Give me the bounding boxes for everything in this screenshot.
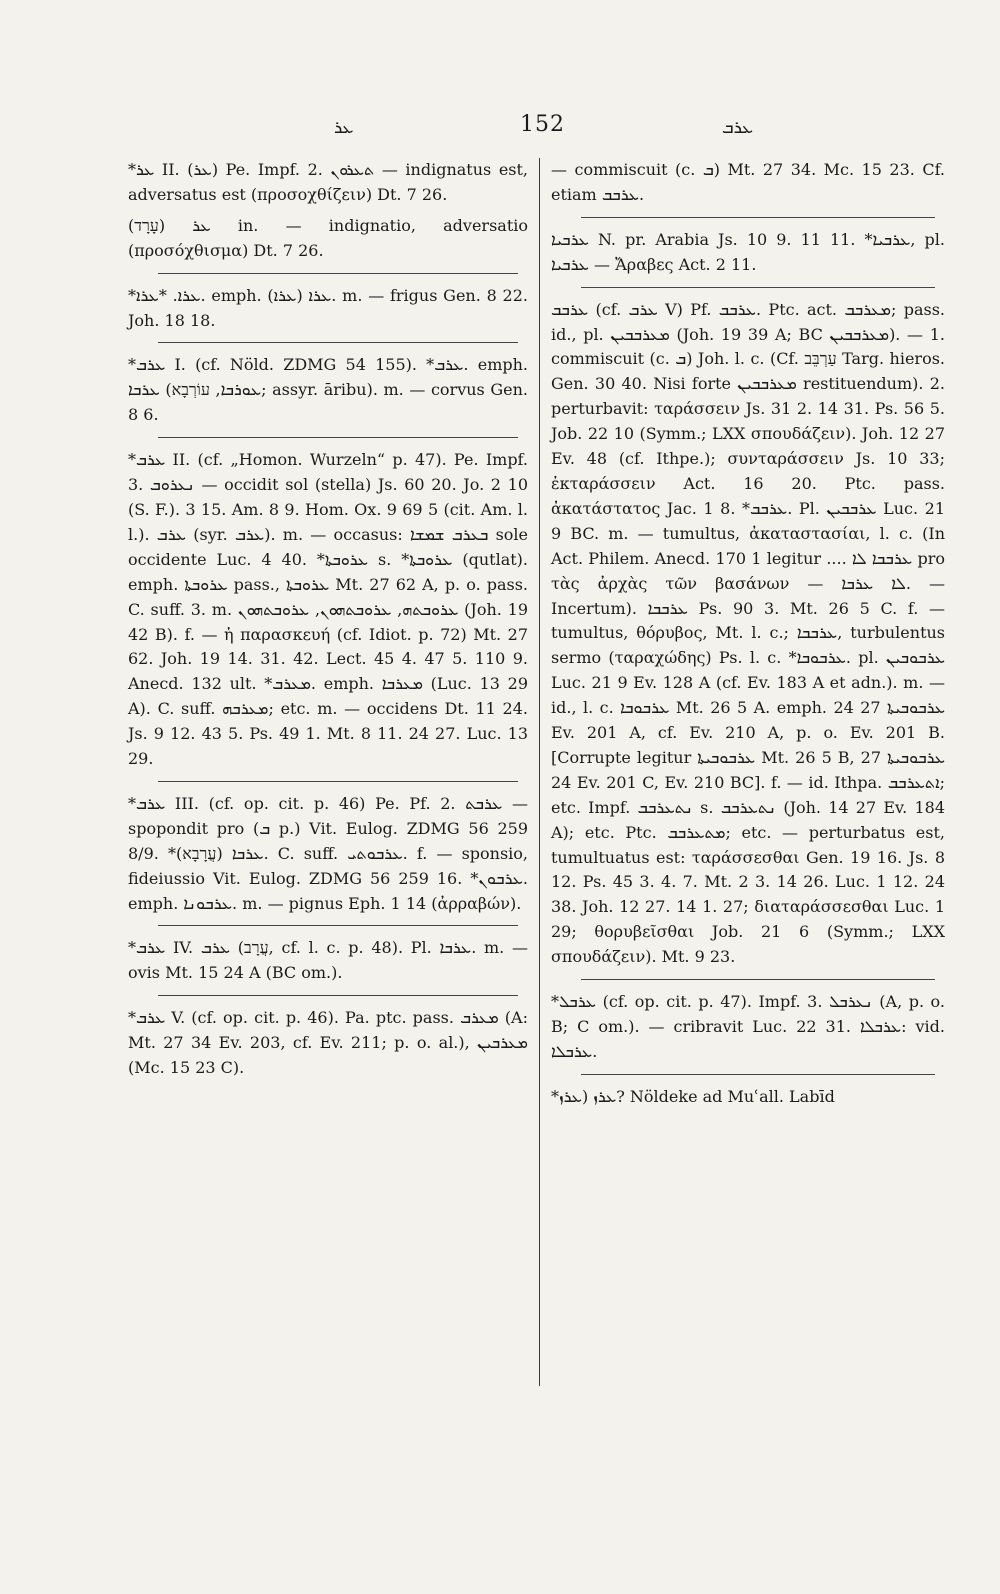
entry-divider [158, 342, 518, 343]
entry-divider [158, 995, 518, 996]
entry-divider [581, 979, 935, 980]
right-column [551, 158, 945, 1110]
entry-right-1: — commiscuit (c. ܒ) Mt. 27 34. Mc. 15 23. Cf. etiam ܥܪܒܒ. [551, 160, 945, 204]
entry-divider [581, 217, 935, 218]
left-guide-word: ܥܪ [334, 118, 354, 138]
entry-divider [581, 287, 935, 288]
entry-right-4: *ܥܪܒܠ (cf. op. cit. p. 47). Impf. 3. ܢܥܪܒܠ (A, p. o. B; C om.). — cribravit Luc. 22 31. ܥܪܒܠܐ: vid. ܥܪܒܠܐ. [551, 992, 945, 1061]
entry-right-3: ܥܪܒܒ (cf. ܥܪܒ V) Pf. ܥܪܒܒ. Ptc. act. ܡܥܪܒܒ; pass. id., pl. ܡܥܪܒܒܝܢ (Joh. 19 39 A; BC ܡܥܪܒܒܝܢ). — 1. commiscuit (c. ܒ) Joh. l. c. (Cf. עַרְבֵּב Targ. hieros. Gen. 30 40. Nisi forte ܡܥܪܒܒܝܢ restituendum). 2. perturbavit: ταράσσειν Js. 31 2. 14 31. Ps. 56 5. Job. 22 10 (Symm.; LXX σπουδάζειν). Joh. 12 27 Ev. 48 (cf. Ithpe.); συνταράσσειν Js. 10 33; ἐκταράσσειν Act. 16 20. Ptc. pass. ἀκατάστατος Jac. 1 8. *ܥܪܒܒ. Pl. ܥܪܒܒܝܢ Luc. 21 9 BC. m. — tumultus, ἀκαταστασίαι, l. c. (In Act. Philem. Anecd. 170 1 legitur .... ܥܪܒܒܐ ܠܐ pro τὰς ἀρχὰς τῶν βασάνων — ܠܐ ܥܪܒܐ. — Incertum). ܥܪܒܒܐ Ps. 90 3. Mt. 26 5 C. f. — tumultus, θόρυβος, Mt. l. c.; ܥܪܒܒܐ, turbulentus sermo (ταραχώδης) Ps. l. c. *ܥܪܒܘܒܐ. pl. ܥܪܒܘܒܝܢ Luc. 21 9 Ev. 128 A (cf. Ev. 183 A et adn.). m. — id., l. c. ܥܪܒܘܒܐ Mt. 26 5 A. emph. ܥܪܒܘܒܝܬܐ 27 24 Ev. 201 A, cf. Ev. 210 A, p. o. Ev. 201 B. [Corrupte legitur ܥܪܒܘܒܝܬܐ Mt. 26 5 B, ܥܪܒܘܒܝܬܐ 27 24 Ev. 201 C, Ev. 210 BC]. f. — id. Ithpa. ܐܬܥܪܒܒ; etc. Impf. ܢܬܥܪܒܒ s. ܢܬܥܪܒܒ (Joh. 14 27 Ev. 184 A); etc. Ptc. ܡܬܥܪܒܒ; etc. — perturbatus est, tumultuatus est: ταράσσεσθαι Gen. 19 16. Js. 8 12. Ps. 45 3. 4. 7. Mt. 2 3. 14 26. Luc. 1 12. 24 38. Joh. 12 27. 14 1. 27; διαταράσσεσθαι Luc. 1 29; θορυβεῖσθαι Job. 21 6 (Symm.; LXX σπουδάζειν). Mt. 9 23. [551, 299, 946, 967]
entry-left-4: *ܥܪܒ I. (cf. Nöld. ZDMG 54 155). *ܥܪܒ. emph. ܥܪܒܐ (ܥܘܪܒܐ, עוֹרְבָא; assyr. āribu). m. — corvus Gen. 8 6. [128, 355, 528, 425]
entry-left-2: ܥܪ (עָרָד) in. — indignatio, adversatio (προσόχθισμα) Dt. 7 26. [128, 215, 529, 260]
entry-divider [158, 273, 518, 274]
right-guide-word: ܥܪܒ [722, 118, 754, 138]
left-column [128, 158, 528, 1081]
entry-left-8: *ܥܪܒ V. (cf. op. cit. p. 46). Pa. ptc. pass. ܡܥܪܒ (A: Mt. 27 34 Ev. 203, cf. Ev. 211; p. o. al.), ܡܥܪܒܝܢ (Mc. 15 23 C). [128, 1008, 528, 1078]
entry-left-6: *ܥܪܒ III. (cf. op. cit. p. 46) Pe. Pf. 2. ܥܪܒܬ — spopondit pro (ܒ p.) Vit. Eulog. ZDMG 56 259 8/9. *ܥܪܒܐ (עֲרָבָא). C. suff. ܥܪܒܘܬܝ. f. — sponsio, fideiussio Vit. Eulog. ZDMG 56 259 16. *ܥܪܒܘܢ. emph. ܥܪܒܘܢܐ. m. — pignus Eph. 1 14 (ἀρραβών). [128, 793, 529, 913]
entry-divider [158, 437, 518, 438]
page-header [0, 112, 1000, 148]
page-number: 152 [520, 112, 565, 137]
entry-divider [581, 1074, 935, 1075]
entry-divider [158, 925, 518, 926]
entry-left-7: *ܥܪܒ IV. ܥܪܒ (עֲרָב, cf. l. c. p. 48). Pl. ܥܪܒܐ. m. — ovis Mt. 15 24 A (BC om.). [128, 938, 528, 983]
entry-left-5: *ܥܪܒ II. (cf. „Homon. Wurzeln“ p. 47). Pe. Impf. 3. ܢܥܪܘܒ — occidit sol (stella) Js. 60 20. Jo. 2 10 (S. F.). 3 15. Am. 8 9. Hom. Ox. 9 69 5 (cit. Am. l. l.). ܥܪܒ (syr. ܥܪܒ). m. — occasus: ܒܥܪܒ ܫܡܫܐ sole occidente Luc. 4 40. *ܥܪܘܒܬܐ s. *ܥܪܘܒܬܐ (qutlat). emph. ܥܪܘܒܬܐ pass., ܥܪܘܒܬܐ Mt. 27 62 A, p. o. pass. C. suff. 3. m. ܥܪܘܒܬܗ, ܥܪܘܒܬܗܘܢ, ܥܪܘܒܬܗܘܢ (Joh. 19 42 B). f. — ἡ παρασκευή (cf. Idiot. p. 72) Mt. 27 62. Joh. 19 14. 31. 42. Lect. 45 4. 47 5. 110 9. Anecd. 132 ult. *ܡܥܪܒ. emph. ܡܥܪܒܐ (Luc. 13 29 A). C. suff. ܡܥܪܒܗ; etc. m. — occidens Dt. 11 24. Js. 9 12. 43 5. Ps. 49 1. Mt. 8 11. 24 27. Luc. 13 29. [128, 450, 529, 769]
entry-left-3: *ܥܪܐ. *ܥܪܐ. emph. ܥܪܐ (ܥܪܐ). m. — frigus Gen. 8 22. Joh. 18 18. [128, 285, 528, 330]
entry-right-2: ܥܪܒܝܐ N. pr. Arabia Js. 10 9. 11 11. *ܥܪܒܝܐ, pl. ܥܪܒܝܐ — Ἄραβες Act. 2 11. [551, 229, 945, 274]
entry-right-5: *ܥܪܙ (ܥܪܙ? Nöldeke ad Muʿall. Labīd [551, 1086, 835, 1106]
entry-divider [158, 781, 518, 782]
column-rule [539, 158, 540, 1386]
entry-left-1: *ܥܪ II. (ܥܪ) Pe. Impf. 2. ܬܥܪܘܢ — indignatus est, adversatus est (προσοχθίζειν) Dt. 7 26. [128, 160, 529, 204]
